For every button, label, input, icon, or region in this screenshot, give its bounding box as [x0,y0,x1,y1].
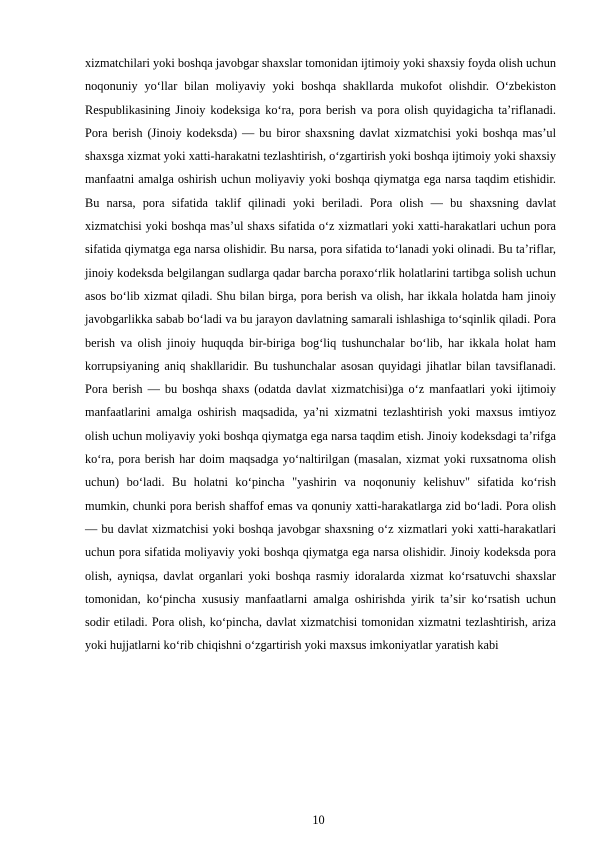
body-paragraph: xizmatchilari yoki boshqa javobgar shaxslar tomonidan ijtimoiy yoki shaxsiy foyda olish uchun noqonuniy yoʻllar bilan moliyaviy yoki boshqa shakllarda mukofot olishdir. Oʻzbekiston Respublikasining Jinoiy kodeksiga koʻra, pora berish va pora olish quyidagicha taʼriflanadi. Pora berish (Jinoiy kodeksda) — bu biror shaxsning davlat xizmatchisi yoki boshqa masʼul shaxsga xizmat yoki xatti-harakatni tezlashtirish, oʻzgartirish yoki boshqa ijtimoiy yoki shaxsiy manfaatni amalga oshirish uchun moliyaviy yoki boshqa qiymatga ega narsa taqdim etishidir. Bu narsa, pora sifatida taklif qilinadi yoki beriladi. Pora olish — bu shaxsning davlat xizmatchisi yoki boshqa masʼul shaxs sifatida oʻz xizmatlari yoki xatti-harakatlari uchun pora sifatida qiymatga ega narsa olishidir. Bu narsa, pora sifatida toʻlanadi yoki olinadi. Bu taʼriflar, jinoiy kodeksda belgilangan sudlarga qadar barcha poraxoʻrlik holatlarini tartibga solish uchun asos boʻlib xizmat qiladi. Shu bilan birga, pora berish va olish, har ikkala holatda ham jinoiy javobgarlikka sabab boʻladi va bu jarayon davlatning samarali ishlashiga toʻsqinlik qiladi. Pora berish va olish jinoiy huquqda bir-biriga bogʻliq tushunchalar boʻlib, har ikkala holat ham korrupsiyaning aniq shakllaridir. Bu tushunchalar asosan quyidagi jihatlar bilan tavsiflanadi. Pora berish — bu boshqa shaxs (odatda davlat xizmatchisi)ga oʻz manfaatlari yoki ijtimoiy manfaatlarini amalga oshirish maqsadida, yaʼni xizmatni tezlashtirish yoki maxsus imtiyoz olish uchun moliyaviy yoki boshqa qiymatga ega narsa taqdim etish. Jinoiy kodeksdagi taʼrifga koʻra, pora berish har doim maqsadga yoʻnaltirilgan (masalan, xizmat yoki ruxsatnoma olish uchun) boʻladi. Bu holatni koʻpincha "yashirin va noqonuniy kelishuv" sifatida koʻrish mumkin, chunki pora berish shaffof emas va qonuniy xatti-harakatlarga zid boʻladi. Pora olish — bu davlat xizmatchisi yoki boshqa javobgar shaxsning oʻz xizmatlari yoki xatti-harakatlari uchun pora sifatida moliyaviy yoki boshqa qiymatga ega narsa olishidir. Jinoiy kodeksda pora olish, ayniqsa, davlat organlari yoki boshqa rasmiy idoralarda xizmat koʻrsatuvchi shaxslar tomonidan, koʻpincha xususiy manfaatlarni amalga oshirishda yirik taʼsir koʻrsatish uchun sodir etiladi. Pora olish, koʻpincha, davlat xizmatchisi tomonidan xizmatni tezlashtirish, ariza yoki hujjatlarni koʻrib chiqishni oʻzgartirish yoki maxsus imkoniyatlar yaratish kabi [85,56,556,653]
document-page [85,52,556,658]
page-number: 10 [312,813,325,827]
